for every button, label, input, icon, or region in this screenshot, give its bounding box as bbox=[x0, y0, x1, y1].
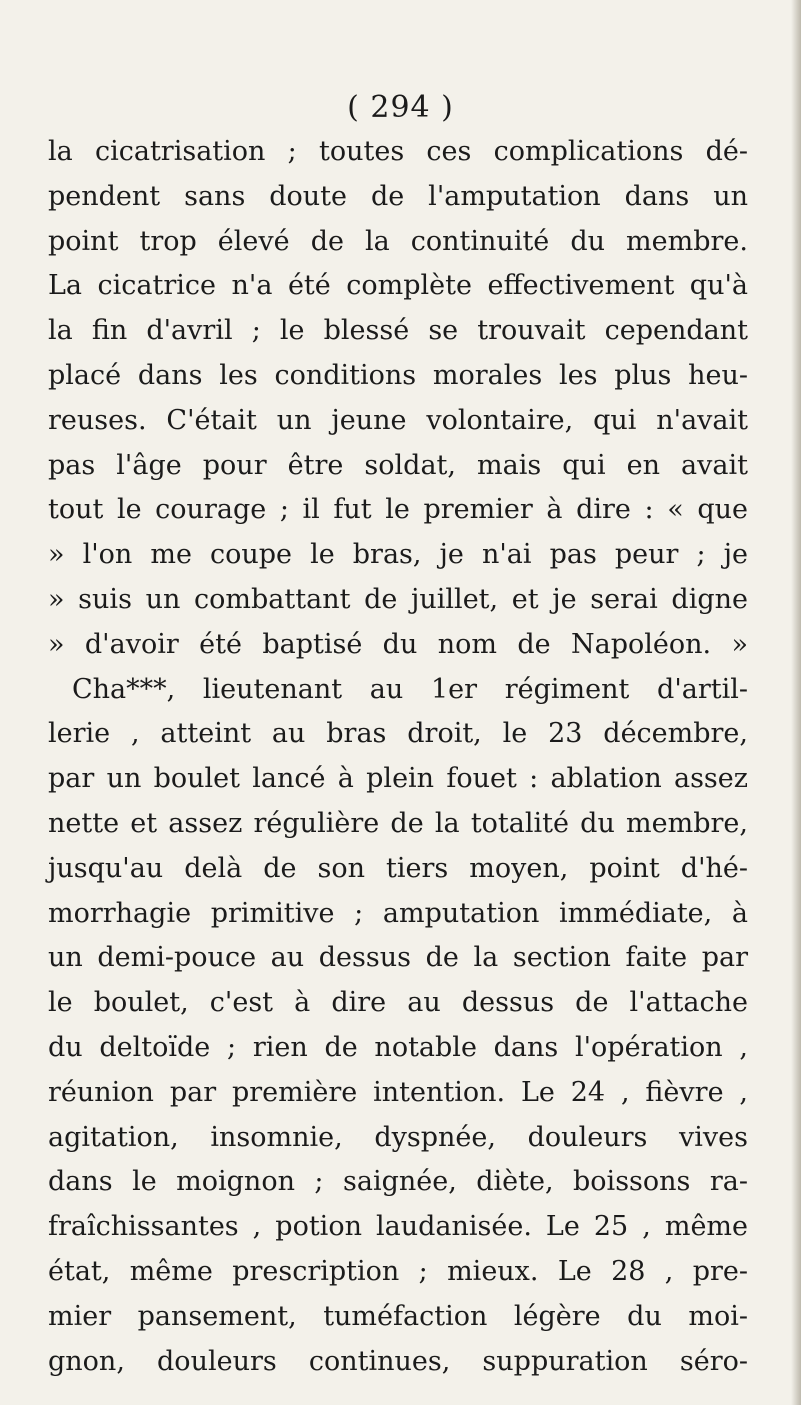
text-line: lerie , atteint au bras droit, le 23 décembre, bbox=[48, 718, 748, 750]
text-line: reuses. C'était un jeune volontaire, qui n'avait bbox=[48, 404, 748, 436]
text-line: fraîchissantes , potion laudanisée. Le 25 , même bbox=[48, 1211, 748, 1243]
text-line: un demi-pouce au dessus de la section faite par bbox=[48, 942, 748, 974]
text-line: » suis un combattant de juillet, et je serai digne bbox=[48, 583, 748, 615]
text-line: Cha***, lieutenant au 1er régiment d'artil- bbox=[72, 673, 748, 705]
text-line: gnon, douleurs continues, suppuration séro- bbox=[48, 1345, 748, 1377]
text-line: point trop élevé de la continuité du membre. bbox=[48, 225, 748, 257]
text-line: nette et assez régulière de la totalité du membre, bbox=[48, 807, 748, 839]
text-line: dans le moignon ; saignée, diète, boissons ra- bbox=[48, 1166, 748, 1198]
text-line: par un boulet lancé à plein fouet : ablation assez bbox=[48, 763, 748, 795]
text-line: la cicatrisation ; toutes ces complications dé- bbox=[48, 136, 748, 167]
text-line: » d'avoir été baptisé du nom de Napoléon. » bbox=[48, 628, 748, 660]
text-line: tout le courage ; il fut le premier à dire : « que bbox=[48, 494, 748, 526]
body-text bbox=[48, 130, 748, 1384]
text-line: pendent sans doute de l'amputation dans un bbox=[48, 180, 748, 212]
text-line: jusqu'au delà de son tiers moyen, point d'hé- bbox=[48, 852, 748, 884]
text-line: la fin d'avril ; le blessé se trouvait cependant bbox=[48, 315, 748, 347]
text-line: mier pansement, tuméfaction légère du moi- bbox=[48, 1300, 748, 1332]
page-edge-shadow bbox=[791, 0, 801, 1405]
text-line: du deltoïde ; rien de notable dans l'opération , bbox=[48, 1031, 748, 1063]
text-line: » l'on me coupe le bras, je n'ai pas peur ; je bbox=[48, 539, 748, 571]
text-line: La cicatrice n'a été complète effectivement qu'à bbox=[48, 270, 748, 302]
text-line: morrhagie primitive ; amputation immédiate, à bbox=[48, 897, 748, 929]
page-number: ( 294 ) bbox=[347, 90, 454, 125]
text-line: placé dans les conditions morales les plus heu- bbox=[48, 359, 748, 391]
text-line: réunion par première intention. Le 24 , fièvre , bbox=[48, 1076, 748, 1108]
text-line: pas l'âge pour être soldat, mais qui en avait bbox=[48, 449, 748, 481]
text-line: agitation, insomnie, dyspnée, douleurs vives bbox=[48, 1121, 748, 1153]
text-line: le boulet, c'est à dire au dessus de l'attache bbox=[48, 987, 748, 1019]
text-line: état, même prescription ; mieux. Le 28 , pre- bbox=[48, 1255, 748, 1287]
